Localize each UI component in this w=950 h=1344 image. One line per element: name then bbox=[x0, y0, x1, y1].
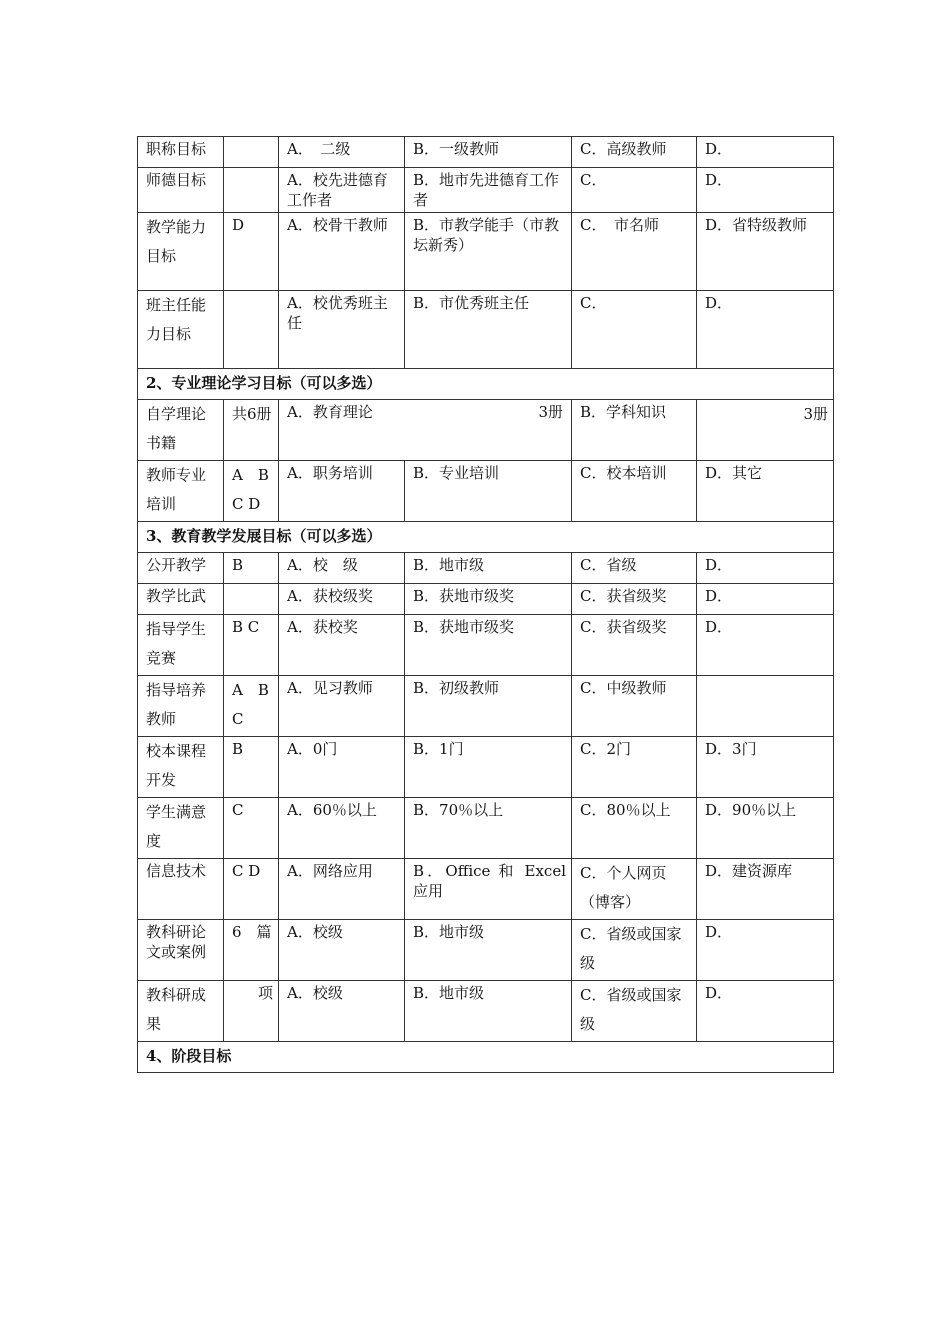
option-cell: A．校优秀班主任 bbox=[279, 291, 405, 369]
selected-value: B C bbox=[224, 615, 279, 676]
selected-value: A B C D bbox=[224, 461, 279, 522]
section-title: 3、教育教学发展目标（可以多选） bbox=[138, 522, 834, 553]
option-cell: A．见习教师 bbox=[279, 676, 405, 737]
table-row bbox=[138, 798, 834, 859]
option-cell: C．高级教师 bbox=[572, 137, 697, 168]
option-cell: C．校本培训 bbox=[572, 461, 697, 522]
option-cell: B．Office 和 Excel 应用 bbox=[405, 859, 572, 920]
section-header-row bbox=[138, 369, 834, 400]
row-label: 信息技术 bbox=[138, 859, 224, 920]
option-cell: B．70％以上 bbox=[405, 798, 572, 859]
section-title: 4、阶段目标 bbox=[138, 1042, 834, 1073]
option-cell: B．地市级 bbox=[405, 981, 572, 1042]
option-cell: D． bbox=[697, 168, 834, 213]
row-label: 自学理论书籍 bbox=[138, 400, 224, 461]
selected-value bbox=[224, 168, 279, 213]
option-cell: A．网络应用 bbox=[279, 859, 405, 920]
row-label: 指导学生竞赛 bbox=[138, 615, 224, 676]
option-cell: D． bbox=[697, 553, 834, 584]
option-cell: A．校骨干教师 bbox=[279, 213, 405, 291]
option-cell: C．获省级奖 bbox=[572, 615, 697, 676]
option-cell: C．80％以上 bbox=[572, 798, 697, 859]
option-cell: B．获地市级奖 bbox=[405, 615, 572, 676]
table-row bbox=[138, 676, 834, 737]
selected-value: 共6册 bbox=[224, 400, 279, 461]
table-row bbox=[138, 213, 834, 291]
option-cell: C． 市名师 bbox=[572, 213, 697, 291]
table-row bbox=[138, 981, 834, 1042]
option-cell bbox=[279, 400, 572, 461]
option-cell: B．地市级 bbox=[405, 920, 572, 981]
table-row bbox=[138, 168, 834, 213]
option-cell: D．省特级教师 bbox=[697, 213, 834, 291]
section-title: 2、专业理论学习目标（可以多选） bbox=[138, 369, 834, 400]
option-cell: C．省级或国家级 bbox=[572, 920, 697, 981]
option-cell: B．一级教师 bbox=[405, 137, 572, 168]
option-cell: D． bbox=[697, 291, 834, 369]
option-cell: A．获校奖 bbox=[279, 615, 405, 676]
option-cell: C．省级或国家级 bbox=[572, 981, 697, 1042]
selected-value bbox=[224, 584, 279, 615]
option-cell: A．校级 bbox=[279, 920, 405, 981]
row-label: 班主任能力目标 bbox=[138, 291, 224, 369]
option-cell: D． bbox=[697, 137, 834, 168]
option-cell: D． bbox=[697, 584, 834, 615]
option-cell: A． 二级 bbox=[279, 137, 405, 168]
option-cell: A．校先进德育工作者 bbox=[279, 168, 405, 213]
table-row bbox=[138, 584, 834, 615]
selected-value bbox=[224, 291, 279, 369]
goals-table bbox=[137, 136, 834, 1073]
selected-value: 6 篇 bbox=[224, 920, 279, 981]
selected-value: B bbox=[224, 553, 279, 584]
row-label: 师德目标 bbox=[138, 168, 224, 213]
option-cell: D．建资源库 bbox=[697, 859, 834, 920]
selected-value: C D bbox=[224, 859, 279, 920]
selected-value: A B C bbox=[224, 676, 279, 737]
option-cell: 3册 bbox=[697, 400, 834, 461]
option-cell: C． bbox=[572, 291, 697, 369]
option-label: A．教育理论 bbox=[287, 403, 373, 421]
row-label: 公开教学 bbox=[138, 553, 224, 584]
goals-table-body bbox=[138, 137, 834, 1073]
option-cell: A．校级 bbox=[279, 981, 405, 1042]
option-cell: B．专业培训 bbox=[405, 461, 572, 522]
table-row bbox=[138, 920, 834, 981]
section-header-row bbox=[138, 522, 834, 553]
option-cell: C．2门 bbox=[572, 737, 697, 798]
section-header-row bbox=[138, 1042, 834, 1073]
option-cell: D． bbox=[697, 981, 834, 1042]
option-cell: B．1门 bbox=[405, 737, 572, 798]
row-label: 教学比武 bbox=[138, 584, 224, 615]
row-label: 校本课程开发 bbox=[138, 737, 224, 798]
option-cell: A．职务培训 bbox=[279, 461, 405, 522]
row-label: 教科研成果 bbox=[138, 981, 224, 1042]
row-label: 教学能力目标 bbox=[138, 213, 224, 291]
option-cell: C．个人网页（博客） bbox=[572, 859, 697, 920]
table-row bbox=[138, 137, 834, 168]
option-cell: B．地市级 bbox=[405, 553, 572, 584]
option-cell: D． bbox=[697, 920, 834, 981]
option-cell: A．校 级 bbox=[279, 553, 405, 584]
row-label: 指导培养教师 bbox=[138, 676, 224, 737]
option-cell: C． bbox=[572, 168, 697, 213]
table-row bbox=[138, 553, 834, 584]
table-row bbox=[138, 400, 834, 461]
table-row bbox=[138, 737, 834, 798]
row-label: 教师专业培训 bbox=[138, 461, 224, 522]
selected-value: B bbox=[224, 737, 279, 798]
row-label: 学生满意度 bbox=[138, 798, 224, 859]
selected-value: 项 bbox=[224, 981, 279, 1042]
option-cell: D．3门 bbox=[697, 737, 834, 798]
option-cell: B．获地市级奖 bbox=[405, 584, 572, 615]
row-label: 教科研论文或案例 bbox=[138, 920, 224, 981]
table-row bbox=[138, 859, 834, 920]
option-cell: D．90％以上 bbox=[697, 798, 834, 859]
option-cell: B．初级教师 bbox=[405, 676, 572, 737]
option-cell: C．中级教师 bbox=[572, 676, 697, 737]
option-cell: B．市优秀班主任 bbox=[405, 291, 572, 369]
option-cell: B．市教学能手（市教坛新秀） bbox=[405, 213, 572, 291]
option-cell: D．其它 bbox=[697, 461, 834, 522]
row-label: 职称目标 bbox=[138, 137, 224, 168]
option-cell: A．0门 bbox=[279, 737, 405, 798]
option-cell: D． bbox=[697, 615, 834, 676]
selected-value: D bbox=[224, 213, 279, 291]
selected-value: C bbox=[224, 798, 279, 859]
option-cell: C．获省级奖 bbox=[572, 584, 697, 615]
option-cell: B．地市先进德育工作者 bbox=[405, 168, 572, 213]
table-row bbox=[138, 461, 834, 522]
option-cell: A．获校级奖 bbox=[279, 584, 405, 615]
option-cell: B．学科知识 bbox=[572, 400, 697, 461]
selected-value bbox=[224, 137, 279, 168]
option-cell: C．省级 bbox=[572, 553, 697, 584]
option-quantity: 3册 bbox=[538, 403, 563, 421]
table-row bbox=[138, 615, 834, 676]
table-row bbox=[138, 291, 834, 369]
option-cell: A．60％以上 bbox=[279, 798, 405, 859]
option-cell bbox=[697, 676, 834, 737]
